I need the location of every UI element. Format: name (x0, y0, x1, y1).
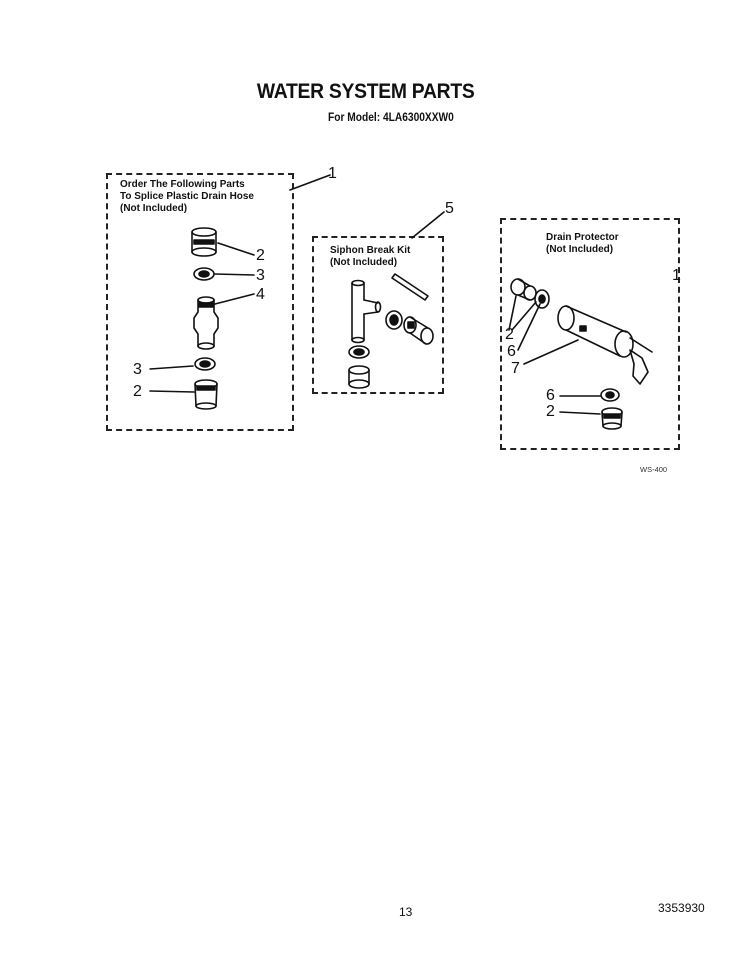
siphon-clip-drawing (392, 274, 428, 300)
splice-title-line1: Order The Following Parts (120, 178, 245, 190)
callout-splice-4: 4 (256, 286, 265, 303)
callout-siphon-box: 5 (445, 200, 454, 217)
splice-title-line2: To Splice Plastic Drain Hose (120, 190, 254, 202)
page-title: WATER SYSTEM PARTS (256, 80, 475, 103)
siphon-tee-drawing (352, 281, 381, 343)
figure-code: WS-400 (640, 465, 668, 474)
drain-title-line1: Drain Protector (546, 231, 619, 243)
callout-drain-1: 1 (672, 267, 681, 284)
siphon-nut-drawing (386, 311, 402, 329)
drain-clamp-drawing (535, 290, 549, 308)
siphon-title-line2: (Not Included) (330, 256, 398, 268)
callout-splice-2-bottom: 2 (133, 383, 142, 400)
callout-splice-3-top: 3 (256, 267, 265, 284)
splice-title-line3: (Not Included) (120, 202, 188, 214)
callout-drain-2-bottom: 2 (546, 403, 555, 420)
siphon-valve-drawing (404, 317, 433, 344)
hose-splice-drawing (194, 297, 218, 349)
siphon-title-line1: Siphon Break Kit (330, 244, 411, 256)
connector-top-drawing (192, 228, 216, 256)
leader-callout-5 (412, 212, 444, 238)
connector-bottom-drawing (195, 380, 217, 409)
page-number: 13 (399, 905, 413, 919)
drain-connector-bottom-drawing (602, 408, 622, 429)
part-number: 3353930 (658, 901, 705, 915)
callout-drain-6-bottom: 6 (546, 387, 555, 404)
drain-connector-drawing (511, 279, 536, 300)
clamp-top-drawing (194, 268, 214, 280)
drain-leader-lines (509, 296, 600, 414)
drain-clamp-bottom-drawing (601, 389, 619, 401)
callout-splice-2-top: 2 (256, 247, 265, 264)
callout-splice-3-bottom: 3 (133, 361, 142, 378)
callout-splice-box: 1 (328, 165, 337, 182)
callout-drain-7: 7 (511, 360, 520, 377)
drain-title-line2: (Not Included) (546, 243, 614, 255)
model-subtitle: For Model: 4LA6300XXW0 (328, 110, 454, 124)
drain-protector-body-drawing (558, 306, 652, 384)
leader-callout-1 (290, 175, 330, 190)
siphon-cap-drawing (349, 366, 369, 388)
siphon-washer-drawing (349, 346, 369, 358)
callout-drain-2-top: 2 (505, 326, 514, 343)
clamp-bottom-drawing (195, 358, 215, 370)
callout-drain-6-top: 6 (507, 343, 516, 360)
